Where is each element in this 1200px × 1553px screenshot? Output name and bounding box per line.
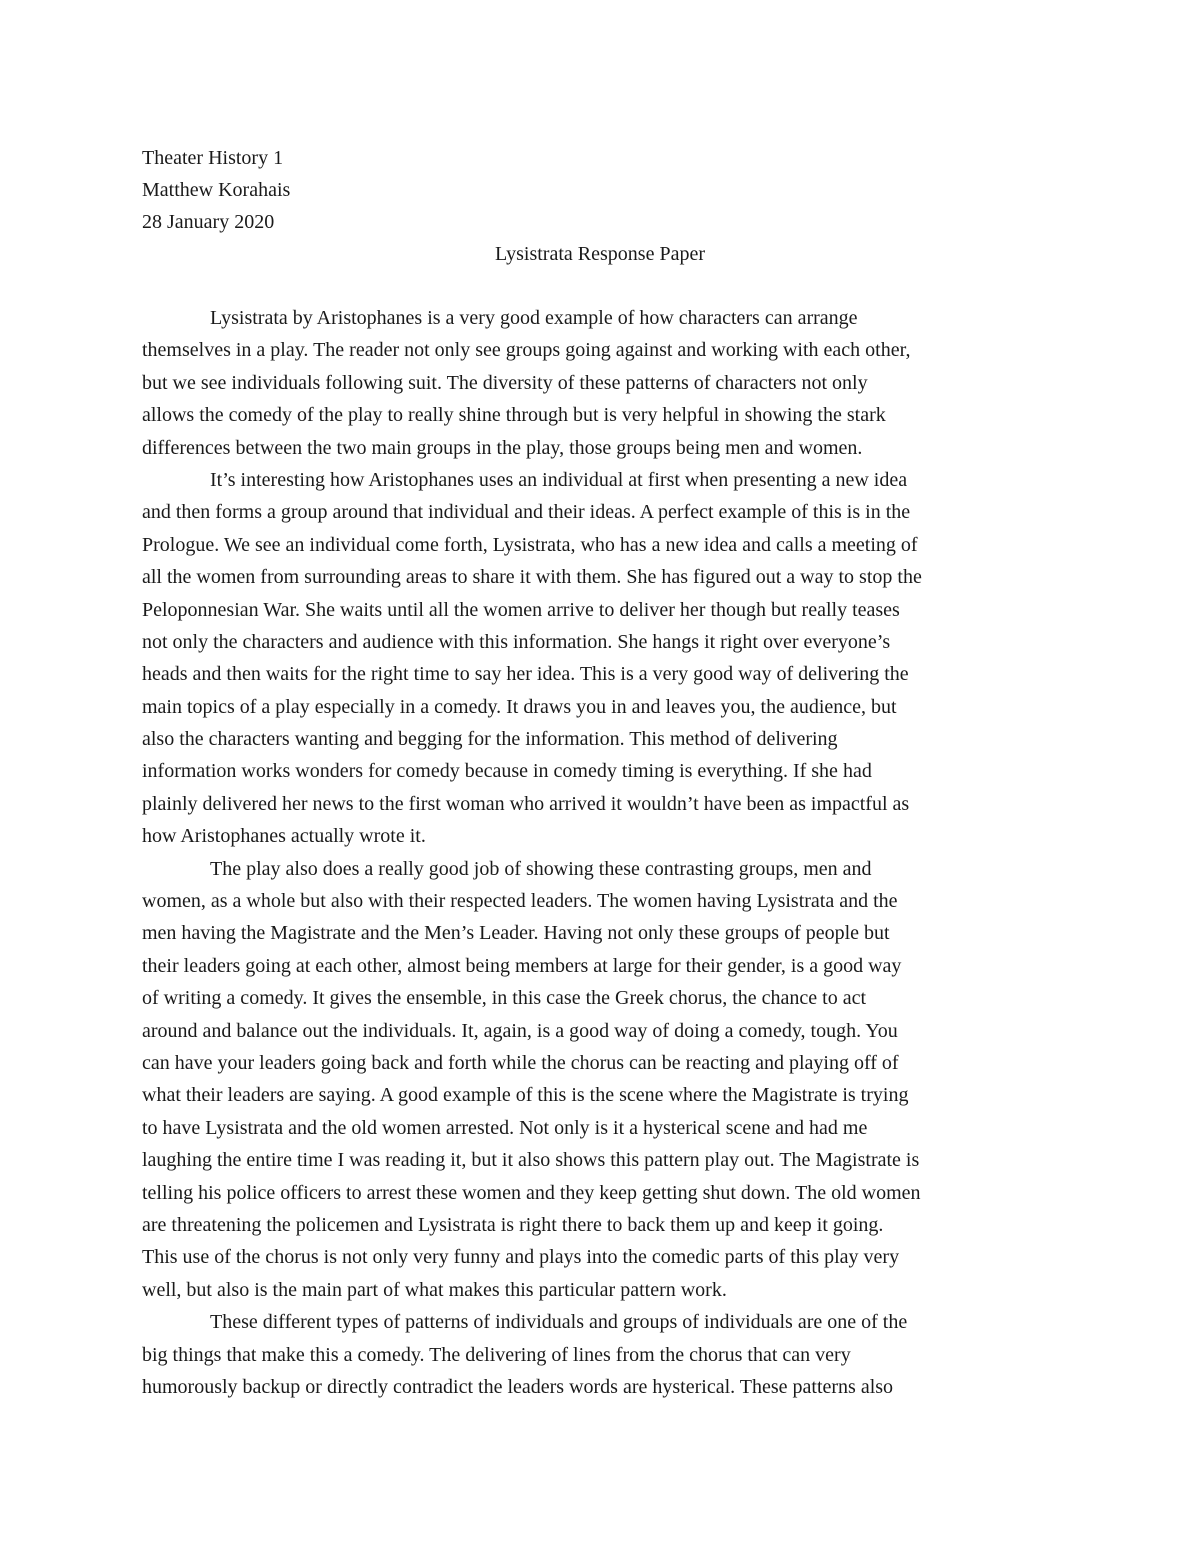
body-line: allows the comedy of the play to really shine through but is very helpful in showing the stark [142,404,886,427]
author-name: Matthew Korahais [142,179,291,201]
body-line: big things that make this a comedy. The delivering of lines from the chorus that can very [142,1343,851,1366]
body-line: are threatening the policemen and Lysistrata is right there to back them up and keep it going. [142,1213,884,1236]
body-line: humorously backup or directly contradict the leaders words are hysterical. These patterns also [142,1375,894,1398]
body-line: women, as a whole but also with their respected leaders. The women having Lysistrata and the [142,890,898,913]
body-line: and then forms a group around that individual and their ideas. A perfect example of this is in the [142,501,911,524]
body-line: This use of the chorus is not only very funny and plays into the comedic parts of this play very [142,1246,900,1269]
body-line: main topics of a play especially in a comedy. It draws you in and leaves you, the audience, but [142,695,897,718]
body-line: their leaders going at each other, almost being members at large for their gender, is a good way [142,954,902,977]
paper-body [142,302,1072,1403]
body-line: all the women from surrounding areas to share it with them. She has figured out a way to stop the [142,566,922,589]
body-line: heads and then waits for the right time to say her idea. This is a very good way of delivering the [142,663,909,686]
body-line: also the characters wanting and begging for the information. This method of delivering [142,728,838,751]
course-name: Theater History 1 [142,147,284,169]
paper-heading [142,142,1072,238]
body-line: of writing a comedy. It gives the ensemble, in this case the Greek chorus, the chance to act [142,987,867,1010]
body-line: These different types of patterns of individuals and groups of individuals are one of the [210,1311,908,1334]
body-line: themselves in a play. The reader not only see groups going against and working with each other, [142,339,911,362]
body-line: Prologue. We see an individual come forth, Lysistrata, who has a new idea and calls a meeting of [142,533,918,556]
paper-title: Lysistrata Response Paper [495,243,705,265]
body-line: how Aristophanes actually wrote it. [142,825,426,848]
body-line: laughing the entire time I was reading it, but it also shows this pattern play out. The Magistrate is [142,1149,920,1172]
body-line: can have your leaders going back and forth while the chorus can be reacting and playing off of [142,1051,899,1074]
body-line: Peloponnesian War. She waits until all the women arrive to deliver her though but really teases [142,598,900,621]
paper-date: 28 January 2020 [142,211,275,233]
body-line: men having the Magistrate and the Men’s Leader. Having not only these groups of people but [142,922,890,945]
body-line: plainly delivered her news to the first woman who arrived it wouldn’t have been as impactful as [142,792,910,815]
body-line: It’s interesting how Aristophanes uses an individual at first when presenting a new idea [210,468,908,491]
body-line: telling his police officers to arrest these women and they keep getting shut down. The old women [142,1181,921,1204]
body-line: differences between the two main groups in the play, those groups being men and women. [142,436,863,459]
body-line: what their leaders are saying. A good example of this is the scene where the Magistrate is trying [142,1084,909,1107]
body-line: The play also does a really good job of showing these contrasting groups, men and [210,857,872,880]
body-line: well, but also is the main part of what makes this particular pattern work. [142,1278,727,1301]
body-line: Lysistrata by Aristophanes is a very good example of how characters can arrange [210,307,858,329]
body-line: but we see individuals following suit. The diversity of these patterns of characters not only [142,371,868,394]
body-line: information works wonders for comedy because in comedy timing is everything. If she had [142,760,872,783]
body-line: not only the characters and audience with this information. She hangs it right over everyone’s [142,630,891,653]
body-line: around and balance out the individuals. It, again, is a good way of doing a comedy, tough. You [142,1019,898,1042]
body-line: to have Lysistrata and the old women arrested. Not only is it a hysterical scene and had me [142,1116,868,1139]
